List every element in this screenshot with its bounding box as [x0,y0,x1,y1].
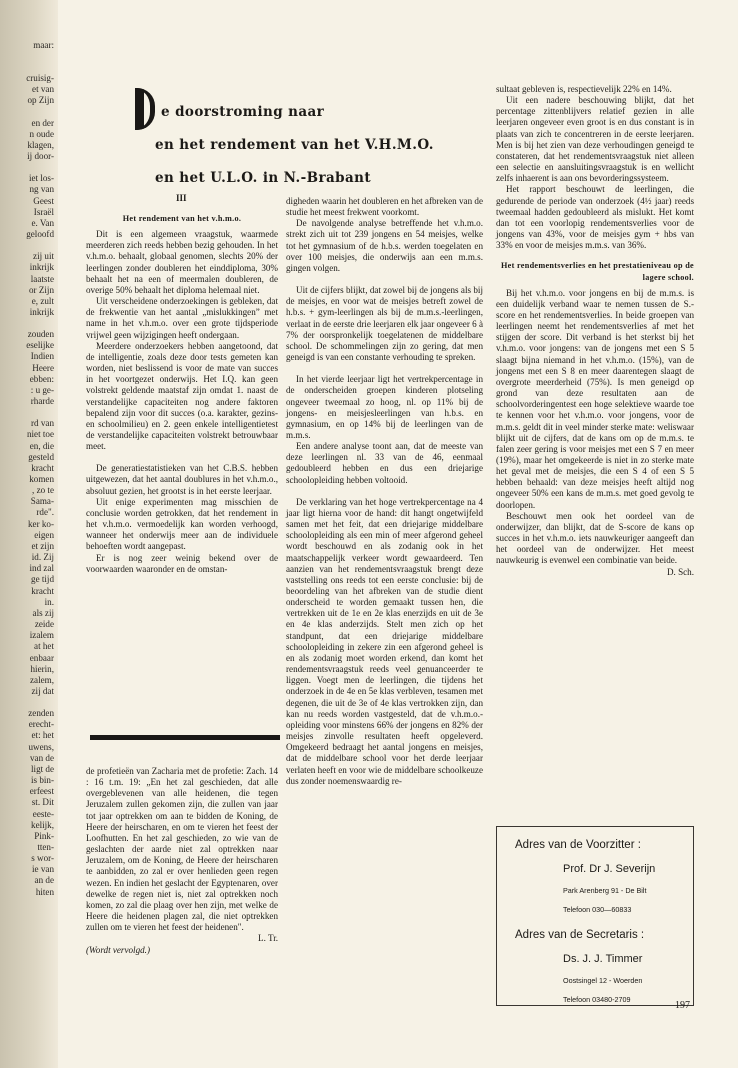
fragment-line: zalem, [30,674,54,685]
paragraph: De navolgende analyse betreffende het v.h.m.o. strekt zich uit tot 239 jongens en 54 meisjes, welke tot het gymnasium of de h.b.s. werden toegelaten en over 100 meisjes, die onderwijs aan een m.m.s. gingen volgen. [286,218,483,273]
fragment-line: op Zijn [27,95,54,106]
fragment-line: eeste- [32,808,54,819]
fragment-line: laatste [30,273,54,284]
fragment-line: Israël [33,206,54,217]
fragment-line: ind zal [29,563,54,574]
page-number: 197 [675,1000,690,1011]
fragment-line: geloofd [26,229,54,240]
fragment-line: rde". [36,507,54,518]
paragraph: Beschouwt men ook het oordeel van de onderwijzer, dan blijkt, dat de S-score de kans op succes in het v.h.m.o. iets nauwkeuriger aangeeft dan het oordeel van de onderwijzer. Het meest nauwkeurig is evenwel een combinatie van beide. [496,510,694,566]
fragment-line [4,407,54,418]
fragment-line: Heere [32,362,54,373]
secretary-name: Ds. J. J. Timmer [563,953,643,965]
separator-rule [90,735,280,740]
fragment-line: zij uit [33,251,54,262]
secretary-header: Adres van de Secretaris : [515,929,645,941]
secretary-street: Oostsingel 12 - Woerden [563,976,643,985]
paragraph: Het rapport beschouwt de leerlingen, die gedurende de periode van onderzoek (4½ jaar) reeds tweemaal hadden gedoubleerd als mislukt. Het komt dan tot een voorlopig rendementsverlies voor de jongens van 43%, voor de meisjes gym + hbs van 33% en voor de meisjes m.m.s. van 36%. [496,184,694,251]
fragment-line: inkrijk [29,306,54,317]
paragraph: De verklaring van het hoge vertrekpercentage na 4 jaar ligt hierna voor de hand: dit hangt ongetwijfeld samen met het feit, dat een driejarige middelbare schoolopleiding als een min of meer afgerond geheel wordt beschouwd en als zodanig ook in het maatschappelijk verkeer wordt gewaardeerd. Ten aanzien van het rendementsvraagstuk brengt deze vaststelling ons reeds tot een eerste conclusie: bij de beoordeling van het afbreken van de studie dient onderscheid te worden gemaakt tussen hen, die vertrekken uit de 1e en 2e klas enerzijds en uit de 3e en 4e klas anderzijds. Stelt men zich op het standpunt, dat een driejarige middelbare schoolopleiding in zekere zin een afgerond geheel is en als zodanig moet worden erkend, dan komt het rendementsvraagstuk reeds veel genuanceerder te liggen. Voegt men de leerlingen, die tijdens het onderzoek in de 4e en 5e klas verbleven, tesamen met degenen, die uit de 3e of 4e klas vertrokken zijn, dan kan nu reeds worden vastgesteld, dat de v.h.m.o.-opleiding voor minstens 66% der jongens en 82% der meisjes zinvolle resultaten heeft opgeleverd. Omgekeerd bedraagt het aantal jongens en meisjes, dat de middelbare school voor het derde leerjaar verlaten heeft en voor wie de middelbare schoolkeuze dus zonder noemenswaardig re- [286,496,483,786]
fragment-line: zenden [28,708,54,719]
fragment-line: Indien [30,351,54,362]
fragment-line: ie van [32,864,54,875]
title-line-2: en het rendement van het V.H.M.O. [155,137,434,153]
fragment-line: uwens, [28,741,54,752]
fragment-line: hiten [35,886,54,897]
fragment-line: en der [31,117,54,128]
fragment-line: komen [29,474,54,484]
fragment-line [4,697,54,708]
fragment-line: e, zult [31,295,54,306]
fragment-line: kracht [31,585,54,596]
fragment-line: ebben: [29,373,54,384]
fragment-line: at het [34,641,54,652]
fragment-line: erfeest [29,786,54,797]
fragment-line [4,51,54,62]
fragment-line: ge tijd [31,574,54,585]
fragment-line: eselijke [26,340,54,351]
fragment-line: en, die [29,440,54,451]
fragment-line: n oude [29,128,54,139]
fragment-line: or Zijn [28,284,54,295]
fragment-line: klagen, [27,139,54,150]
fragment-line: inkrijk [29,262,54,273]
fragment-line: maar: [33,40,54,50]
fragment-line: iet los- [28,173,54,184]
paragraph: Bij het v.h.m.o. voor jongens en bij de m.m.s. is een duidelijk verband waar te nemen tussen de S.-score en het rendementsverlies. In beide groepen van leerlingen neemt het rendementsverlies af met het stijgen der score. Dit verband is het sterkst bij het v.h.m.o. voor jongens: van de jongens met een S 5 slaagt bijna niemand in het v.h.m.o. (15%), van de jongens met een S 8 en meer daarentegen slaagt de overgrote meerderheid (75%). Is men geneigd op grond van deze resultaten aan de schoolvorderingentest een hoge selektieve waarde toe te kennen voor het v.h.m.o. voor jongens, voor de m.m.s. geldt dit in veel minder sterke mate: weliswaar blijkt uit de cijfers, dat de kans om op de m.m.s. te falen zeer gering is voor meisjes met een S 7 en meer (19%), maar het omgekeerde is niet in zo sterke mate het geval met de meisjes, die een S 4 of een S 5 hebben behaald: van deze meisjes heeft altijd nog ongeveer 50% een kans de m.m.s. met goed gevolg te doorlopen. [496,287,694,510]
paragraph: de profetieën van Zacharia met de profetie: Zach. 14 : 16 t.m. 19: „En het zal geschieden, dat alle overgeblevenen van alle heidenen, die tegen Jeruzalem zullen gekomen zijn, die zullen van jaar tot jaar optrekken om aan te bidden de Koning, de Heere der heirscharen, en om te vieren het feest der Loofhutten. En het zal geschieden, zo wie van de geslachten der aarde niet zal optrekken naar Jeruzalem, om de Koning, de Heere der heirscharen te aanbidden, zo zal er over henlieden geen regen wezen. En indien het geslacht der Egyptenaren, over dewelke de regen niet is, niet zal optrekken noch komen, zo zal die plaag over hen zijn, met welke de Heere die heidenen plagen zal, die niet optrekken zullen om te vieren het feest der heidenen". [86,766,278,933]
continued-note: (Wordt vervolgd.) [86,944,150,955]
fragment-line: zouden [27,329,54,340]
fragment-line: enbaar [29,652,54,663]
section-numeral: III [176,193,187,203]
fragment-line: Geest [33,195,54,206]
fragment-line: s wor- [31,853,54,864]
fragment-line: is bin- [31,775,54,786]
column-1-subhead: Het rendement van het v.h.m.o. [122,214,242,223]
fragment-line: st. Dit [31,797,54,808]
fragment-line: zij dat [31,685,54,696]
fragment-line: eigen [34,529,54,540]
fragment-line: Sama- [30,496,54,507]
fragment-line: niet toe [26,429,54,440]
fragment-line: rharde [30,396,54,407]
paragraph: Uit verscheidene onderzoekingen is gebleken, dat de frekwentie van het aantal „mislukkingen” met name in het v.h.m.o. over een grote tijdsperiode vrijwel geen wijzigingen heeft ondergaan. [86,296,278,340]
fragment-line: in. [44,596,54,607]
fragment-line: izalem [29,630,54,641]
fragment-line: zeide [34,619,54,630]
fragment-line: ker ko- [27,518,54,529]
fragment-line: : u ge- [30,384,54,395]
fragment-line [4,107,54,118]
column-3-subhead: Het rendementsverlies en het prestatieniveau op de lagere school. [501,261,694,282]
fragment-line [4,162,54,173]
paragraph: Een andere analyse toont aan, dat de meeste van deze leerlingen nl. 33 van de 46, eenmaal gedoubleerd hebben en dus een driejarige schoolopleiding hebben voltooid. [286,441,483,485]
fragment-line: et van [32,84,54,95]
chairman-street: Park Arenberg 91 - De Bilt [563,886,647,895]
column-3 [496,84,694,578]
title-line-1: e doorstroming naar [161,104,325,120]
paragraph: Uit een nadere beschouwing blijkt, dat het percentage zittenblijvers relatief gezien in alle leerjaren ongeveer even groot is en dus constant is in plaats van zich te concentreren in de eerste leerjaren. Men is bij het zien van deze verhoudingen geneigd te constateren, dat het rendementsvraagstuk niet alleen een selectie en aansluitingsvraagstuk is en wellicht zelfs inhaerent is aan ons bevorderingssysteem. [496,95,694,184]
fragment-line: kracht [31,462,54,473]
fragment-line: als zij [32,607,54,618]
fragment-line: e. Van [31,217,54,228]
fragment-line: et zijn [31,540,54,551]
fragment-line: van de [30,752,54,763]
signature: L. Tr. [258,933,278,944]
fragment-line [4,318,54,329]
fragment-line: gesteld [28,451,54,462]
fragment-line: Pink- [34,830,54,841]
chairman-name: Prof. Dr J. Severijn [563,863,656,875]
paragraph: Uit de cijfers blijkt, dat zowel bij de jongens als bij de meisjes, en voor wat de meisjes betreft zowel de h.b.s. + gym-leerlingen als bij de m.m.s.-leerlingen, verlaat in de eerste drie leerjaren elk jaar ongeveer 6 à 7% der oorspronkelijk toegelatenen de middelbare school. De schommelingen zijn zo gering, dat men geneigd is van een constante verhouding te spreken. [286,285,483,363]
paragraph: Uit enige experimenten mag misschien de conclusie worden getrokken, dat het rendement in het v.h.m.o. vermoedelijk kan worden verhoogd, wanneer het onderwijs meer aan de individuele behoeften wordt aangepast. [86,496,278,552]
fragment-line: rd van [31,418,54,429]
fragment-line: et: het [31,730,54,741]
fragment-line: id. Zij [31,552,54,563]
column-1-upper [86,213,278,575]
paragraph: Dit is een algemeen vraagstuk, waarmede meerderen zich reeds hebben bezig gehouden. In het v.h.m.o. behaalt, globaal genomen, slechts 20% der leerlingen zonder doubleren het einddiploma, 30% behaalt het na een of meermalen doubleren, de overige 50% behaalt het diploma helemaal niet. [86,229,278,295]
fragment-line: ng van [29,184,54,195]
fragment-line: , zo te [32,485,54,496]
paragraph: Meerdere onderzoekers hebben aangetoond, dat de intelligentie, zoals deze door tests gemeten kan worden, niet beslissend is voor de mate van succes in het voortgezet onderwijs. Het I.Q. kan geen volstrekt geldende maatstaf zijn omdat 1. naast de verstandelijke capaciteiten nog andere faktoren bepalend zijn voor dit succes (o.a. karakter, gezins- en schoolmilieu) en 2. geen enkele intelligentietest de verstandelijke capaciteiten volstrekt betrouwbaar meet. [86,340,278,452]
signature: D. Sch. [666,566,694,577]
fragment-line [4,240,54,251]
chairman-header: Adres van de Voorzitter : [515,839,641,851]
fragment-line: an de [34,875,54,886]
column-2 [286,196,483,787]
paragraph: De generatiestatistieken van het C.B.S. hebben uitgewezen, dat het aantal doublures in het v.h.m.o., absoluut gezien, het grootst is in het eerste leerjaar. [86,463,278,496]
fragment-line: tten- [37,842,54,852]
paragraph: digheden waarin het doubleren en het afbreken van de studie het meest frekwent voorkomt. [286,196,483,218]
secretary-phone: Telefoon 03480-2709 [563,995,631,1004]
fragment-line [4,62,54,73]
fragment-line: ligt de [31,763,54,774]
paragraph: sultaat gebleven is, respectievelijk 22% en 14%. [496,84,672,94]
drop-cap-d-icon [135,88,155,130]
fragment-line: kelijk, [31,819,54,830]
fragment-line: hierin, [30,663,54,674]
fragment-line: erecht- [28,719,54,730]
previous-page-fragment [4,40,54,898]
chairman-phone: Telefoon 030—60833 [563,905,632,914]
column-1-lower [86,766,278,956]
fragment-line: ij door- [27,151,54,162]
fragment-line: cruisig- [26,73,54,84]
paragraph: In het vierde leerjaar ligt het vertrekpercentage in de onderscheiden groepen kinderen plotseling ongeveer tweemaal zo hoog, nl. op 11% bij de jongens- en meisjesleerlingen van h.b.s. en gymnasium, en op 14% bij de leerlingen van de m.m.s. [286,374,483,440]
paragraph: Er is nog zeer weinig bekend over de voorwaarden waaronder en de omstan- [86,552,278,574]
title-line-3: en het U.L.O. in N.-Brabant [155,170,371,186]
address-box [496,826,694,1006]
